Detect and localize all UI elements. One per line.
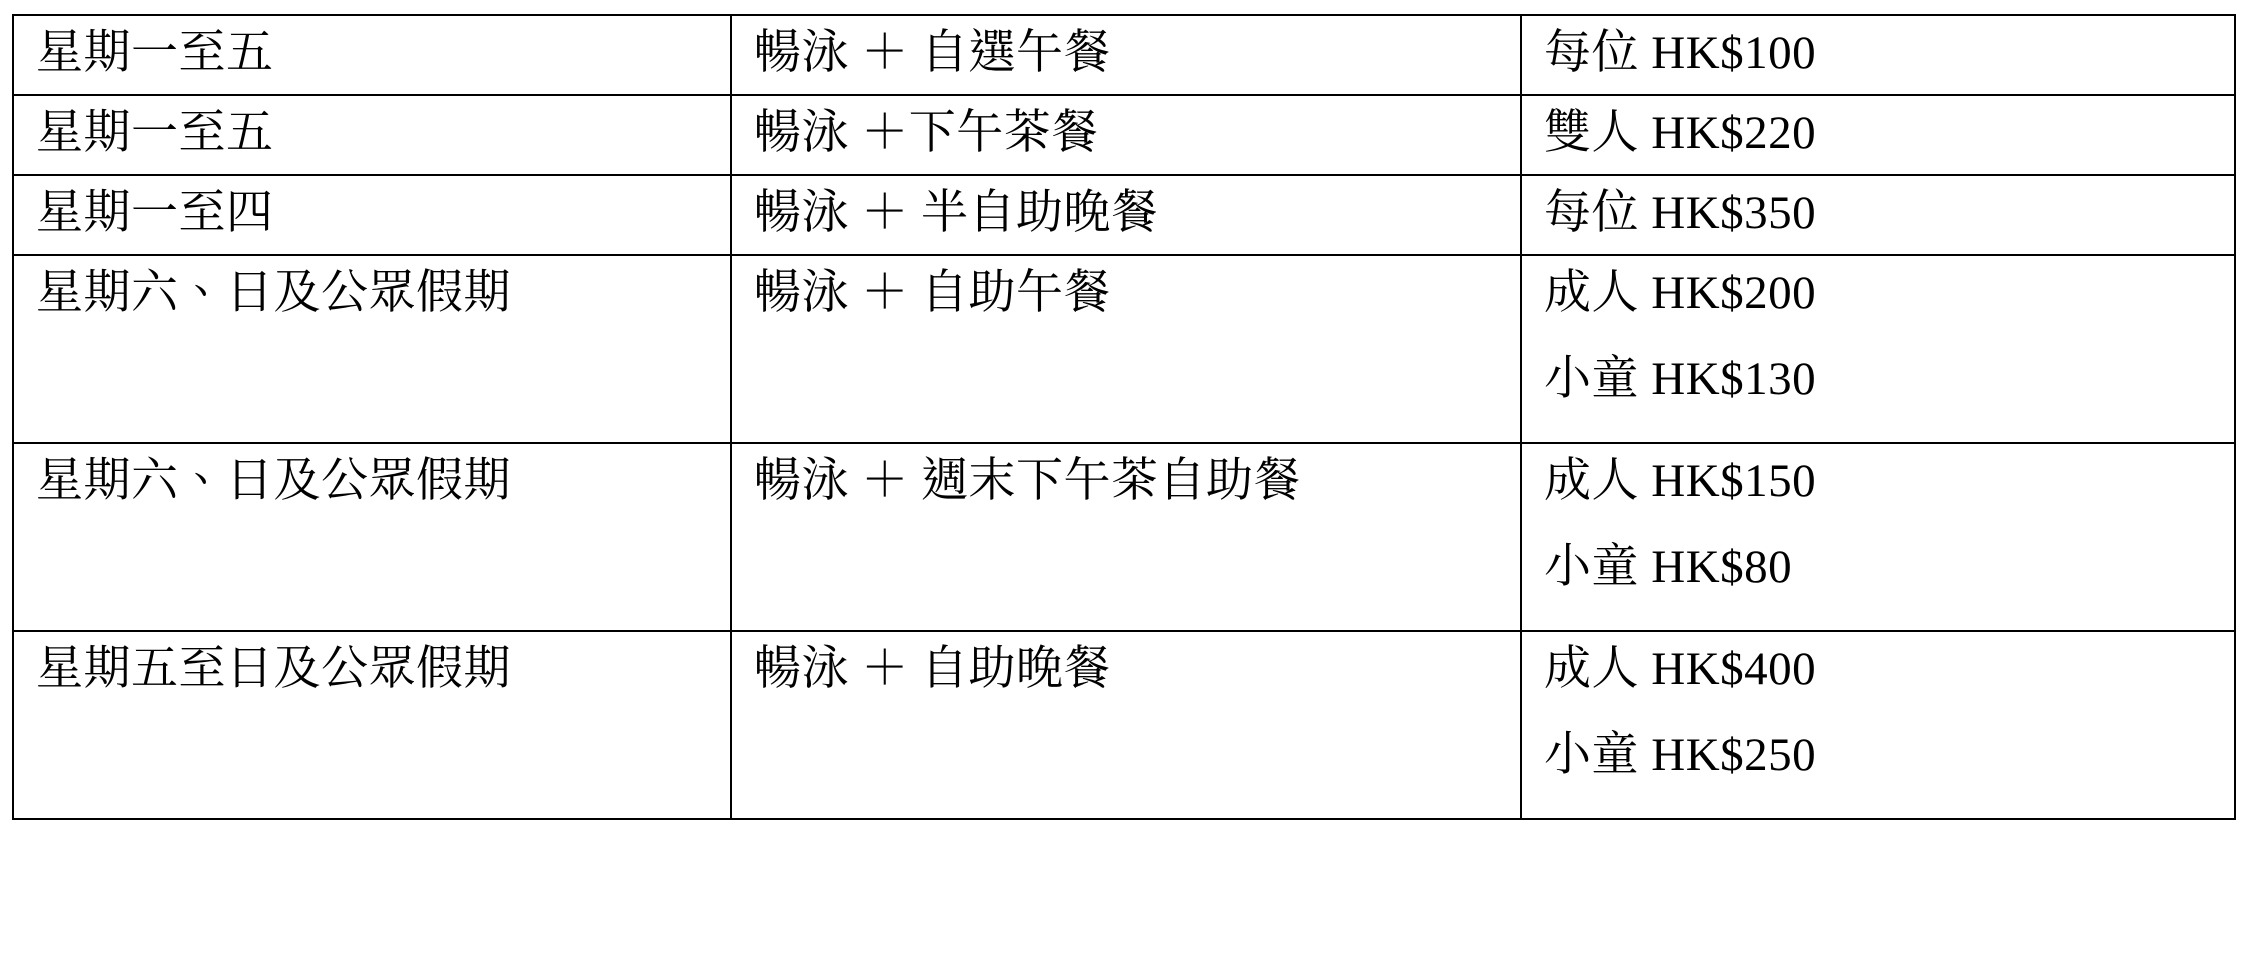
pricing-table bbox=[12, 14, 2236, 820]
table-row bbox=[13, 95, 2235, 175]
cell-day: 星期六、日及公眾假期 bbox=[13, 255, 731, 443]
price-line: 小童 HK$80 bbox=[1544, 541, 1793, 594]
pricing-table-container bbox=[12, 14, 2234, 820]
price-line: 雙人 HK$220 bbox=[1544, 107, 1817, 160]
cell-package: 暢泳 ＋ 自助午餐 bbox=[731, 255, 1521, 443]
price-line: 成人 HK$150 bbox=[1544, 455, 1817, 508]
cell-price bbox=[1521, 255, 2235, 443]
table-row bbox=[13, 443, 2235, 631]
price-line: 成人 HK$400 bbox=[1544, 643, 1817, 696]
price-line: 小童 HK$250 bbox=[1544, 729, 1817, 782]
cell-day: 星期一至五 bbox=[13, 15, 731, 95]
table-row bbox=[13, 631, 2235, 819]
cell-price bbox=[1521, 95, 2235, 175]
cell-day: 星期五至日及公眾假期 bbox=[13, 631, 731, 819]
cell-package: 暢泳 ＋ 自選午餐 bbox=[731, 15, 1521, 95]
cell-package: 暢泳 ＋ 半自助晚餐 bbox=[731, 175, 1521, 255]
cell-price bbox=[1521, 175, 2235, 255]
cell-day: 星期一至四 bbox=[13, 175, 731, 255]
cell-package: 暢泳 ＋ 週末下午茶自助餐 bbox=[731, 443, 1521, 631]
cell-price bbox=[1521, 15, 2235, 95]
pricing-table-body bbox=[13, 15, 2235, 819]
cell-price bbox=[1521, 631, 2235, 819]
table-row bbox=[13, 15, 2235, 95]
cell-package: 暢泳 ＋ 自助晚餐 bbox=[731, 631, 1521, 819]
price-line: 小童 HK$130 bbox=[1544, 353, 1817, 406]
cell-day: 星期一至五 bbox=[13, 95, 731, 175]
price-line: 成人 HK$200 bbox=[1544, 267, 1817, 320]
price-line: 每位 HK$350 bbox=[1544, 187, 1817, 240]
price-line: 每位 HK$100 bbox=[1544, 27, 1817, 79]
table-row bbox=[13, 255, 2235, 443]
table-row bbox=[13, 175, 2235, 255]
cell-price bbox=[1521, 443, 2235, 631]
cell-day: 星期六、日及公眾假期 bbox=[13, 443, 731, 631]
cell-package: 暢泳 ＋下午茶餐 bbox=[731, 95, 1521, 175]
